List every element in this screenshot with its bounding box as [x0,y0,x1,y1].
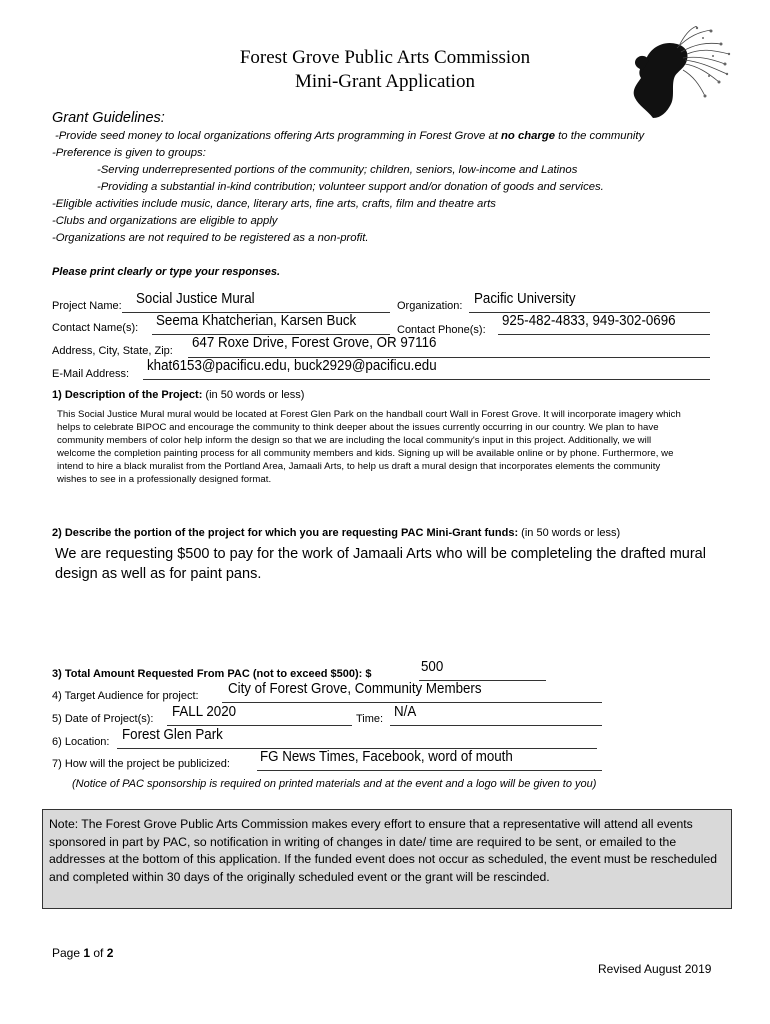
contact-names-label: Contact Name(s): [52,322,139,334]
question-1-heading: 1) Description of the Project: (in 50 words or less) [52,389,305,401]
guideline-line-6: -Clubs and organizations are eligible to apply [52,215,278,227]
guideline-line-3: -Serving underrepresented portions of the community; children, seniors, low-income and Latinos [97,164,578,176]
project-name-label: Project Name: [52,300,122,312]
amount-requested-field[interactable]: 500 [421,659,444,675]
email-label: E-Mail Address: [52,368,130,380]
guideline-line-5: -Eligible activities include music, dance, literary arts, fine arts, crafts, film and theatre arts [52,198,496,210]
target-audience-underline [222,702,602,703]
contact-phone-label: Contact Phone(s): [397,324,486,336]
time-label: Time: [356,713,384,725]
revised-date: Revised August 2019 [598,962,712,976]
contact-phone-underline [498,334,710,335]
note-box: Note: The Forest Grove Public Arts Commission makes every effort to ensure that a representative will attend all events sponsored in part by PAC, so notification in writing of changes in date/ time are required to be sent, or emailed to the addresses at the bottom of this application. If the funded event does not occur as scheduled, the event must be rescheduled and completed within 30 days of the originally scheduled event or the grant will be rescinded. [42,809,732,909]
question-3-label: 3) Total Amount Requested From PAC (not to exceed $500): $ [52,668,372,680]
form-subtitle: Mini-Grant Application [295,71,475,92]
sponsorship-notice: (Notice of PAC sponsorship is required on printed materials and at the event and a logo will be given to you) [72,778,597,790]
woman-silhouette-logo-icon [625,26,735,126]
address-label: Address, City, State, Zip: [52,345,173,357]
email-field[interactable]: khat6153@pacificu.edu, buck2929@pacificu.edu [147,358,437,374]
question-5-label: 5) Date of Project(s): [52,713,154,725]
question-7-label: 7) How will the project be publicized: [52,758,230,770]
publicity-underline [257,770,602,771]
project-time-field[interactable]: N/A [394,704,417,720]
publicity-field[interactable]: FG News Times, Facebook, word of mouth [260,749,513,765]
funding-portion-field[interactable]: We are requesting $500 to pay for the work of Jamaali Arts who will be completeling the drafted mural design as well as for paint pans. [55,546,706,582]
date-underline [167,725,352,726]
guideline-line-4: -Providing a substantial in-kind contribution; volunteer support and/or donation of goods and services. [97,181,604,193]
address-field[interactable]: 647 Roxe Drive, Forest Grove, OR 97116 [192,335,437,351]
print-instructions: Please print clearly or type your responses. [52,266,281,278]
contact-names-field[interactable]: Seema Khatcherian, Karsen Buck [156,313,357,329]
question-4-label: 4) Target Audience for project: [52,690,199,702]
form-title: Forest Grove Public Arts Commission [239,47,531,68]
question-2-heading: 2) Describe the portion of the project for which you are requesting PAC Mini-Grant funds: (in 50 words or less) [52,527,621,539]
question-6-label: 6) Location: [52,736,110,748]
time-underline [390,725,602,726]
guideline-line-1: -Provide seed money to local organizations offering Arts programming in Forest Grove at no charge to the community [55,130,645,142]
contact-phone-field[interactable]: 925-482-4833, 949-302-0696 [502,313,676,329]
project-description-field[interactable]: This Social Justice Mural mural would be located at Forest Glen Park on the handball court Wall in Forest Grove. It will incorporate imagery which helps to celebrate BIPOC and encourage the community to think deeper about the issues currently occurring in our country. We plan to have community members of color help inform the design so that we are including the local community's input in this project. Additionally, we will welcome the completion painting process for all community members and kids. Signing up will be available online or by phone. Furthermore, we intend to hire a black muralist from the Portland Area, Jamaali Arts, to help us draft a mural design that incorporates elements the community wishes to see in a professionally designed format. [57,409,681,485]
guidelines-heading: Grant Guidelines: [52,110,165,126]
project-name-field[interactable]: Social Justice Mural [136,291,255,307]
guideline-line-7: -Organizations are not required to be registered as a non-profit. [52,232,369,244]
email-underline [143,379,710,380]
page-number: Page 1 of 2 [52,946,114,960]
guideline-line-2: -Preference is given to groups: [52,147,206,159]
location-field[interactable]: Forest Glen Park [122,727,223,743]
target-audience-field[interactable]: City of Forest Grove, Community Members [228,681,482,697]
organization-field[interactable]: Pacific University [474,291,576,307]
organization-label: Organization: [397,300,463,312]
project-date-field[interactable]: FALL 2020 [172,704,237,720]
